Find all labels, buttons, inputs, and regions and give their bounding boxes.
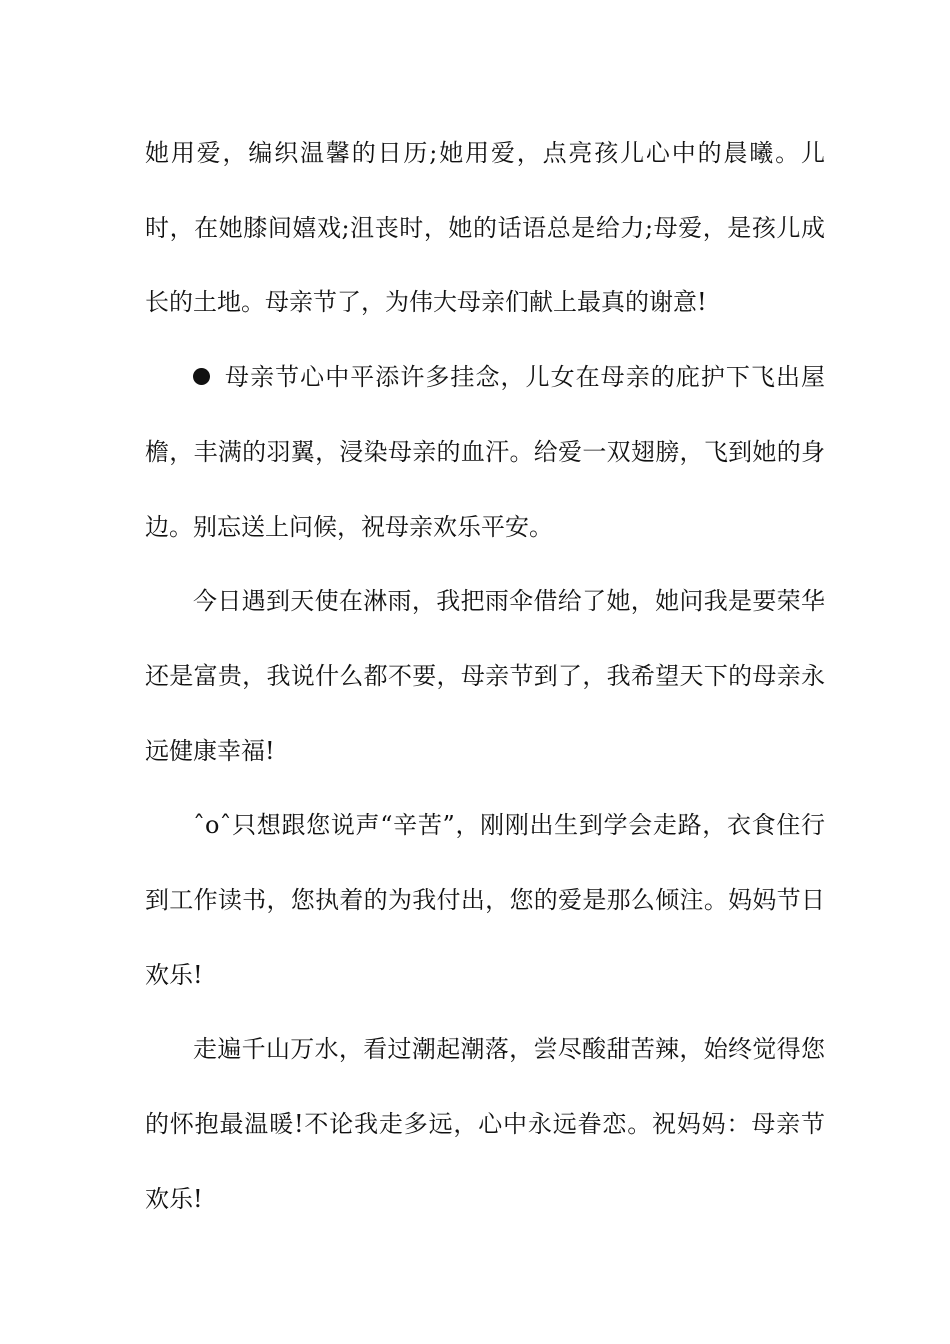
paragraph-5: 走遍千山万水，看过潮起潮落，尝尽酸甜苦辣，始终觉得您的怀抱最温暖!不论我走多远，心中永远眷恋。祝妈妈：母亲节欢乐! — [145, 1035, 825, 1213]
paragraph-4: ˆoˆ只想跟您说声“辛苦”，刚刚出生到学会走路，衣食住行到工作读书，您执着的为我付出，您的爱是那么倾注。妈妈节日欢乐! — [145, 811, 825, 989]
document-body — [145, 116, 825, 1237]
filled-circle-icon — [193, 368, 210, 385]
paragraph-2-text: 母亲节心中平添许多挂念，儿女在母亲的庇护下飞出屋檐，丰满的羽翼，浸染母亲的血汗。给爱一双翅膀，飞到她的身边。别忘送上问候，祝母亲欢乐平安。 — [145, 363, 825, 541]
paragraph-1: 她用爱，编织温馨的日历;她用爱，点亮孩儿心中的晨曦。儿时，在她膝间嬉戏;沮丧时，她的话语总是给力;母爱，是孩儿成长的土地。母亲节了，为伟大母亲们献上最真的谢意! — [145, 139, 825, 317]
paragraph-3: 今日遇到天使在淋雨，我把雨伞借给了她，她问我是要荣华还是富贵，我说什么都不要，母亲节到了，我希望天下的母亲永远健康幸福! — [145, 587, 825, 765]
paragraph-2 — [145, 340, 825, 564]
